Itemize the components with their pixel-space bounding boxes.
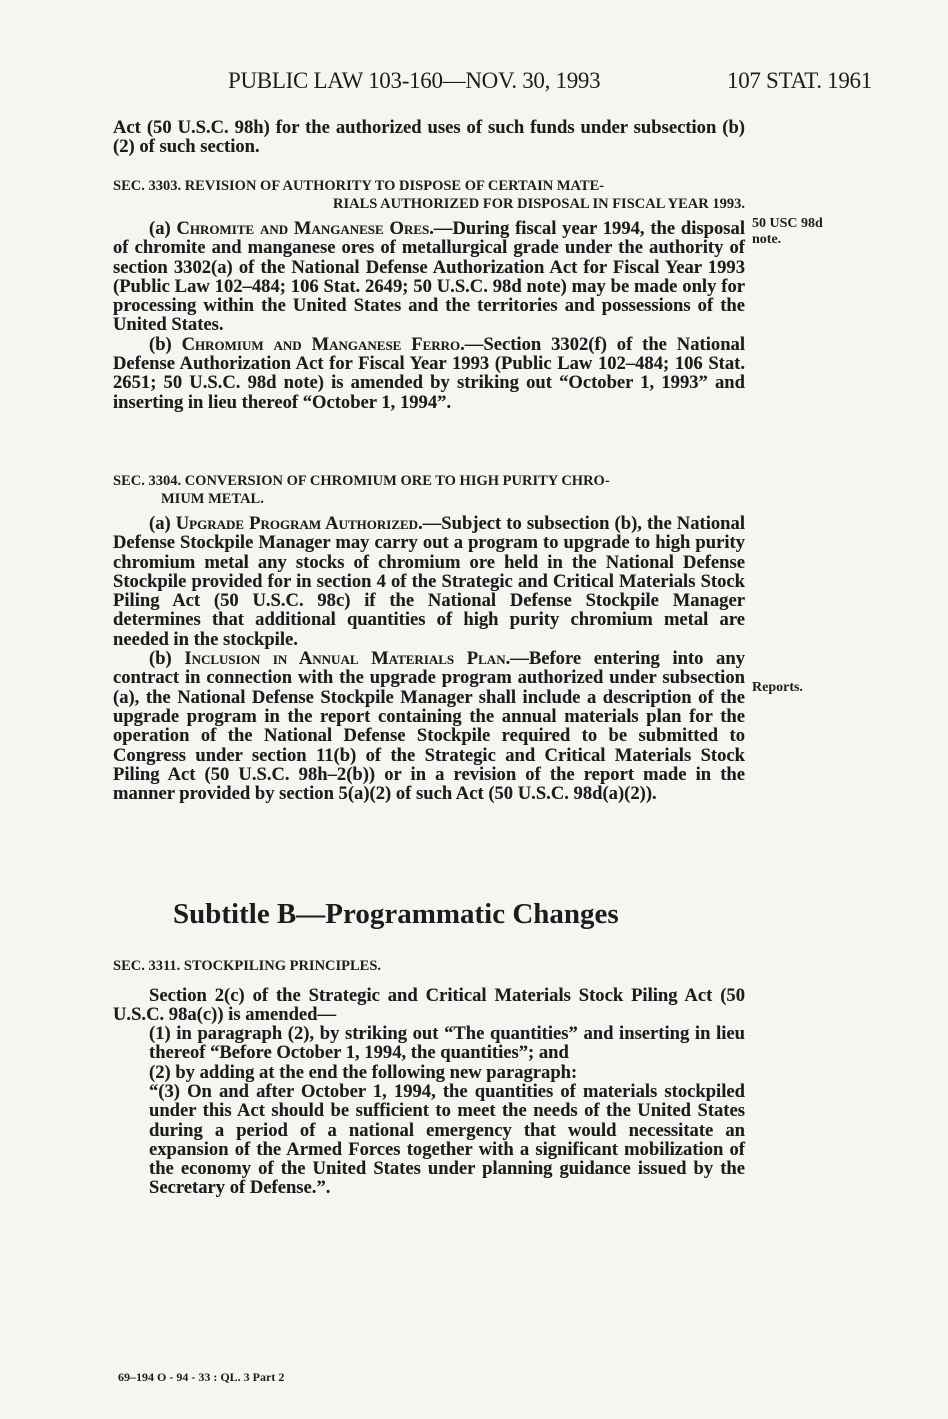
section-3303	[113, 178, 745, 412]
section-heading: SEC. 3304. CONVERSION OF CHROMIUM ORE TO HIGH PURITY CHRO- MIUM METAL.	[113, 473, 610, 507]
subsection-a: (a) Chromite and Manganese Ores.—During fiscal year 1994, the disposal of chromite and manganese ores of metallurgical grade under the authority of section 3302(a) of the National Defense Authorization Act for Fiscal Year 1993 (Public Law 102–484; 106 Stat. 2649; 50 U.S.C. 98d note) may be made only for processing within the United States and the territories and possessions of the United States.	[113, 218, 745, 336]
section-3311	[113, 958, 745, 1198]
page-number: 107 STAT. 1961	[727, 68, 872, 93]
subsection-b: (b) Chromium and Manganese Ferro.—Section 3302(f) of the National Defense Authorization Act for Fiscal Year 1993 (Public Law 102–484; 106 Stat. 2651; 50 U.S.C. 98d note) is amended by striking out “October 1, 1993” and inserting in lieu thereof “October 1, 1994”.	[113, 333, 745, 413]
section-heading: SEC. 3303. REVISION OF AUTHORITY TO DISPOSE OF CERTAIN MATE- RIALS AUTHORIZED FOR DISPOSAL IN FISCAL YEAR 1993.	[113, 178, 745, 212]
subsection-a: (a) Upgrade Program Authorized.—Subject to subsection (b), the National Defense Stockpile Manager may carry out a program to upgrade to high purity chromium metal any stocks of chromium ore held in the National Defense Stockpile provided for in section 4 of the Strategic and Critical Materials Stock Piling Act (50 U.S.C. 98c) if the National Defense Stockpile Manager determines that additional quantities of high purity chromium metal are needed in the stockpile.	[113, 513, 745, 650]
amendment-item-2: (2) by adding at the end the following new paragraph:	[149, 1061, 578, 1083]
running-head-title: PUBLIC LAW 103-160—NOV. 30, 1993	[228, 68, 601, 93]
quoted-paragraph: “(3) On and after October 1, 1994, the quantities of materials stockpiled under this Act should be sufficient to meet the needs of the United States during a period of a national emergency that would necessitate an expansion of the Armed Forces together with a significant mobilization of the economy of the United States under planning guidance issued by the Secretary of Defense.”.	[149, 1080, 745, 1199]
section-3304	[113, 473, 745, 803]
continuation-paragraph: Act (50 U.S.C. 98h) for the authorized uses of such funds under subsection (b)(2) of such section.	[113, 117, 745, 158]
subsection-b: (b) Inclusion in Annual Materials Plan.—Before entering into any contract in connection with the upgrade program authorized under subsection (a), the National Defense Stockpile Manager shall include a description of the upgrade program in the report containing the annual materials plan for the operation of the National Defense Stockpile required to be submitted to Congress under section 11(b) of the Strategic and Critical Materials Stock Piling Act (50 U.S.C. 98h–2(b)) or in a revision of the report made in the manner provided by section 5(a)(2) of such Act (50 U.S.C. 98d(a)(2)).	[113, 648, 745, 805]
amendment-item-1: (1) in paragraph (2), by striking out “The quantities” and inserting in lieu thereof “Before October 1, 1994, the quantities”; and	[149, 1023, 745, 1064]
section-heading: SEC. 3311. STOCKPILING PRINCIPLES.	[113, 958, 382, 974]
subtitle-heading: Subtitle B—Programmatic Changes	[173, 898, 619, 930]
section-intro: Section 2(c) of the Strategic and Critical Materials Stock Piling Act (50 U.S.C. 98a(c)) is amended—	[113, 984, 745, 1025]
margin-note-reports: Reports.	[752, 680, 803, 695]
margin-note-usc: 50 USC 98d note.	[752, 216, 823, 247]
footer-printing-code: 69–194 O - 94 - 33 : QL. 3 Part 2	[118, 1370, 285, 1384]
